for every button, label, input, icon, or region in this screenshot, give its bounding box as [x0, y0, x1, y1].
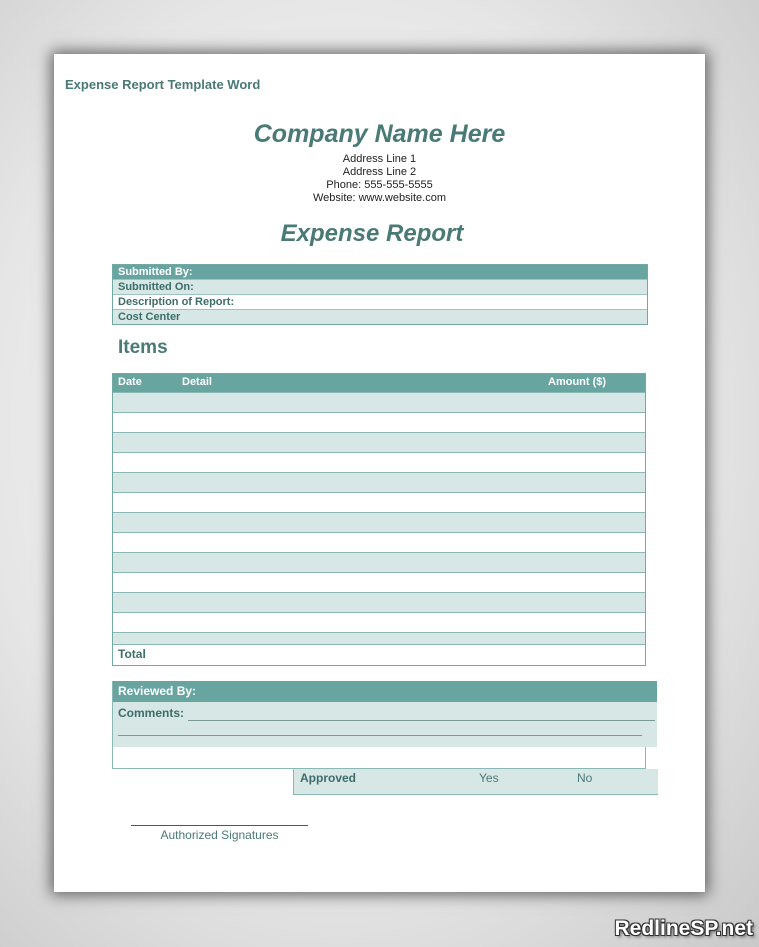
approved-no-option[interactable]: No [577, 771, 593, 785]
comments-label: Comments: [118, 706, 185, 720]
review-border [112, 681, 113, 769]
address-line-1[interactable]: Address Line 1 [342, 153, 417, 165]
items-heading: Items [118, 337, 168, 358]
amount-column-header: Amount ($) [548, 376, 607, 388]
items-header-row [113, 374, 645, 392]
address-line-2[interactable]: Address Line 2 [342, 166, 417, 178]
submitted-by-field[interactable]: Submitted By: [113, 265, 647, 280]
detail-column-header: Detail [182, 376, 212, 388]
table-row[interactable] [113, 432, 645, 452]
watermark-text: RedlineSP.net [614, 917, 753, 940]
table-row[interactable] [113, 572, 645, 592]
report-title: Expense Report [280, 220, 464, 247]
items-table [112, 373, 646, 666]
table-row[interactable] [113, 472, 645, 492]
table-row[interactable] [113, 552, 645, 572]
approved-yes-option[interactable]: Yes [479, 771, 499, 785]
review-section [112, 681, 657, 769]
table-row[interactable] [113, 632, 645, 644]
date-column-header: Date [118, 376, 142, 388]
document-title: Expense Report Template Word [65, 77, 261, 92]
table-row[interactable] [113, 492, 645, 512]
company-website[interactable]: Website: www.website.com [312, 192, 447, 204]
signature-label: Authorized Signatures [160, 828, 279, 842]
table-row[interactable] [113, 452, 645, 472]
cost-center-field[interactable]: Cost Center [113, 310, 647, 324]
comments-area[interactable] [112, 702, 657, 747]
description-field[interactable]: Description of Report: [113, 295, 647, 310]
table-row[interactable] [113, 532, 645, 552]
comments-line-2 [118, 735, 642, 736]
approved-label: Approved [300, 771, 357, 785]
submitted-on-field[interactable]: Submitted On: [113, 280, 647, 295]
table-row[interactable] [113, 412, 645, 432]
approval-row [293, 769, 658, 795]
total-row[interactable]: Total [113, 644, 645, 665]
reviewed-by-label: Reviewed By: [118, 684, 197, 698]
table-row[interactable] [113, 392, 645, 412]
table-row[interactable] [113, 592, 645, 612]
review-blank-row[interactable] [112, 747, 646, 769]
signature-line[interactable] [131, 825, 308, 826]
company-phone[interactable]: Phone: 555-555-5555 [326, 179, 433, 191]
table-row[interactable] [113, 512, 645, 532]
document-page [54, 54, 705, 892]
company-name[interactable]: Company Name Here [253, 120, 506, 148]
comments-line-1 [188, 720, 655, 721]
reviewed-by-field[interactable] [112, 681, 657, 702]
report-info-table [112, 264, 648, 325]
table-row[interactable] [113, 612, 645, 632]
